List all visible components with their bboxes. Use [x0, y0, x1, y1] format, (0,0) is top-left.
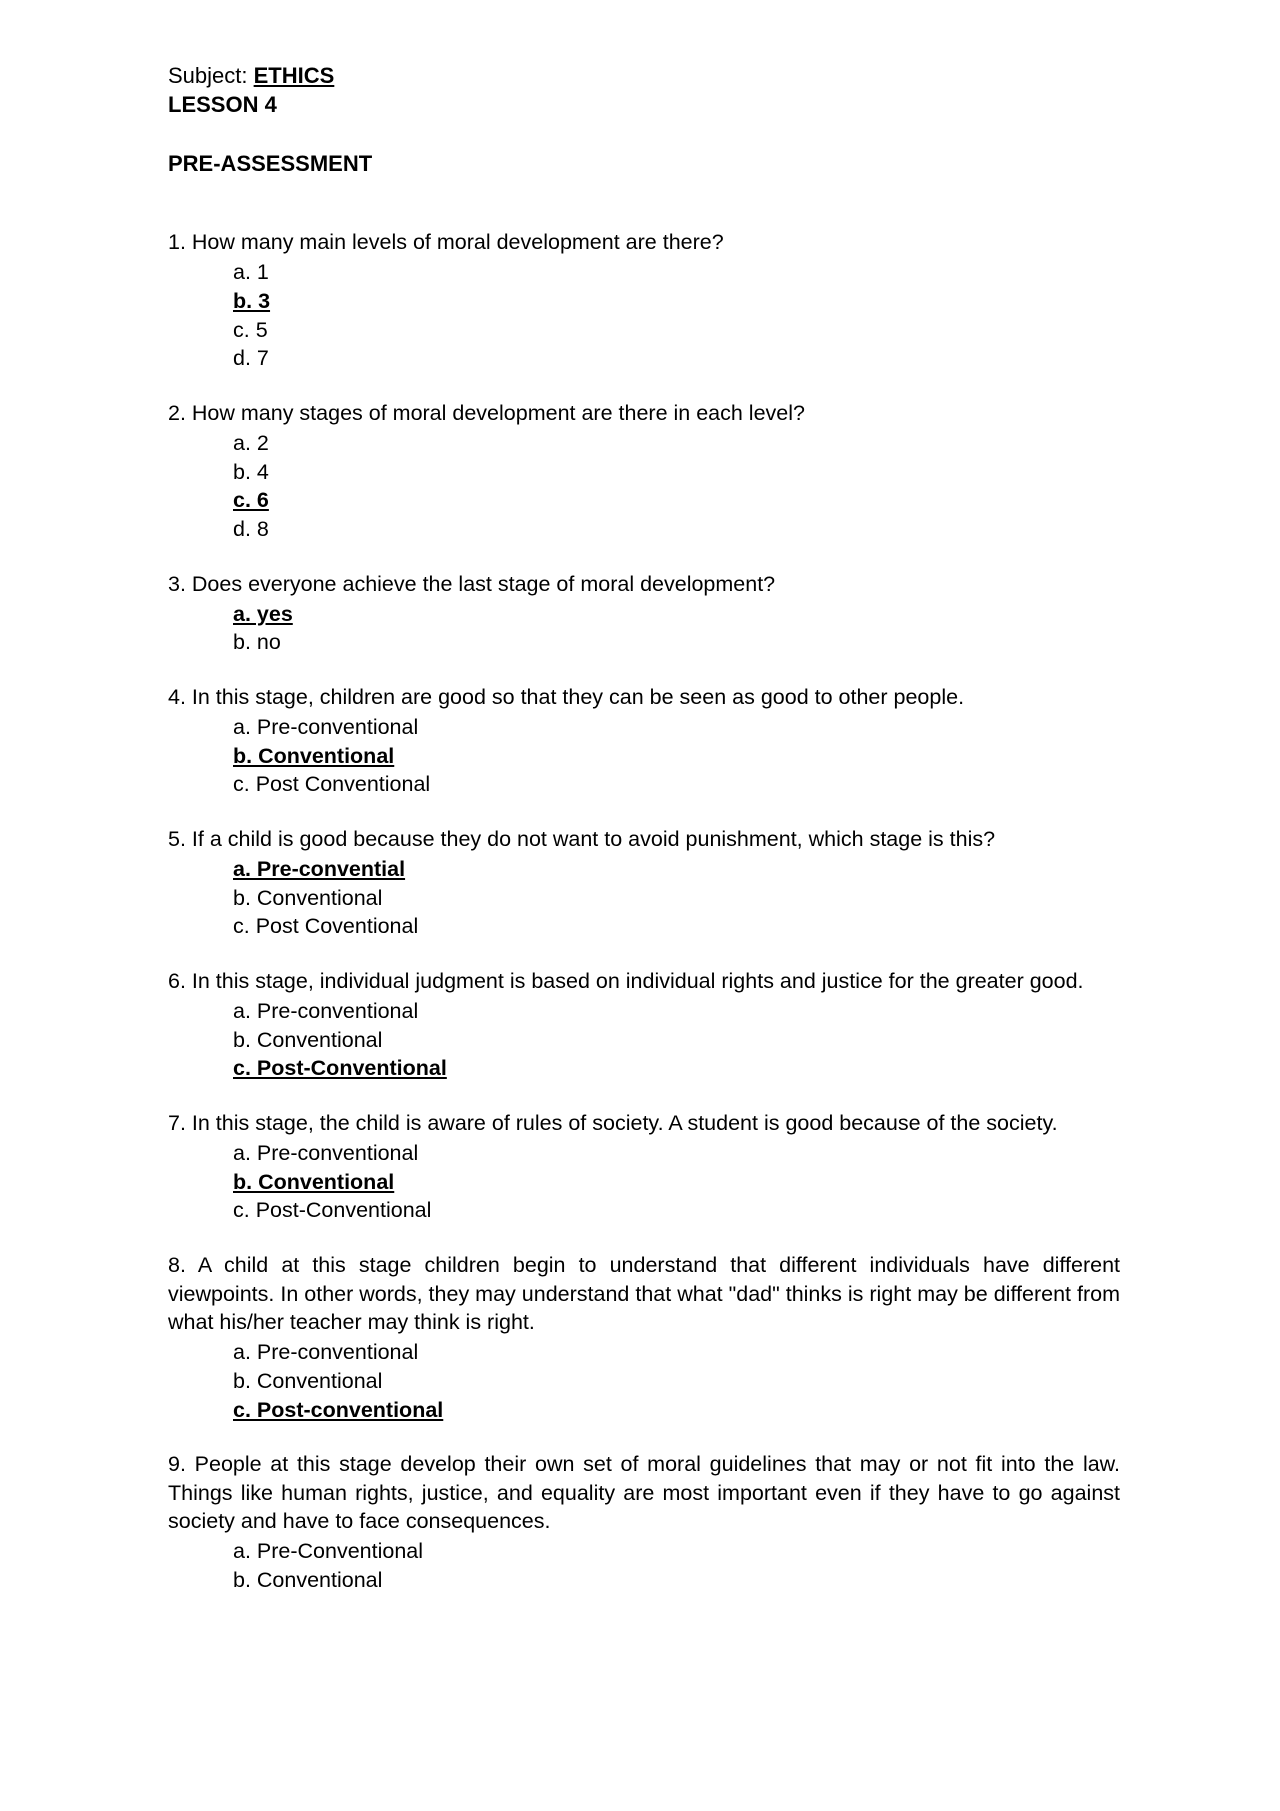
option-item[interactable] [233, 1566, 1120, 1595]
question-text: 2. How many stages of moral development are there in each level? [168, 401, 805, 426]
option-item-selected[interactable] [233, 1054, 1120, 1083]
option-label: b. Conventional [233, 1368, 383, 1393]
option-label: b. no [233, 630, 281, 655]
subject-label: Subject: [168, 63, 248, 88]
option-label: b. 4 [233, 459, 269, 484]
option-label: a. 2 [233, 430, 269, 455]
option-label: b. Conventional [233, 885, 383, 910]
option-label: b. Conventional [233, 1567, 383, 1592]
option-label: c. Post Conventional [233, 772, 431, 797]
option-label: a. Pre-Conventional [233, 1539, 424, 1564]
option-label: a. 1 [233, 260, 269, 285]
question-block [168, 825, 1120, 941]
question-block [168, 1109, 1120, 1225]
option-list [168, 855, 1120, 941]
option-label: c. 5 [233, 317, 268, 342]
option-label: a. Pre-convential [233, 856, 406, 881]
option-label: d. 7 [233, 346, 269, 371]
option-item-selected[interactable] [233, 287, 1120, 316]
option-list [168, 1537, 1120, 1595]
question-text: 8. A child at this stage children begin to understand that different individuals have different viewpoints. In other words, they may understand that what "dad" thinks is right may be different from what his/her teacher may think is right. [168, 1253, 1120, 1335]
option-label: b. 3 [233, 288, 271, 313]
question-block [168, 1450, 1120, 1594]
option-item[interactable] [233, 1026, 1120, 1055]
option-label: b. Conventional [233, 1169, 395, 1194]
question-text: 1. How many main levels of moral development are there? [168, 230, 724, 255]
question-text: 3. Does everyone achieve the last stage of moral development? [168, 572, 776, 596]
option-item[interactable] [233, 884, 1120, 913]
option-item-selected[interactable] [233, 742, 1120, 771]
option-label: d. 8 [233, 517, 269, 542]
option-item[interactable] [233, 1196, 1120, 1225]
option-item[interactable] [233, 316, 1120, 345]
lesson-heading: LESSON 4 [168, 91, 277, 117]
option-item[interactable] [233, 515, 1120, 544]
question-block [168, 1251, 1120, 1424]
option-label: a. Pre-conventional [233, 1140, 419, 1165]
option-item[interactable] [233, 770, 1120, 799]
option-item[interactable] [233, 1537, 1120, 1566]
option-item[interactable] [233, 713, 1120, 742]
option-item[interactable] [233, 1139, 1120, 1168]
option-item[interactable] [233, 258, 1120, 287]
option-label: a. Pre-conventional [233, 998, 419, 1023]
option-item[interactable] [233, 1367, 1120, 1396]
option-label: b. Conventional [233, 743, 395, 768]
option-label: a. yes [233, 601, 293, 626]
option-label: c. Post-Conventional [233, 1056, 447, 1081]
option-label: c. Post Coventional [233, 914, 419, 939]
option-item[interactable] [233, 344, 1120, 373]
option-list [168, 600, 1120, 658]
question-block [168, 967, 1120, 1083]
option-list [168, 1139, 1120, 1225]
question-block [168, 570, 1120, 657]
option-item-selected[interactable] [233, 1168, 1120, 1197]
question-text: 9. People at this stage develop their own set of moral guidelines that may or not fit into the law. Things like human rights, justice, and equality are most important even if they have to go against society and have to face consequences. [168, 1452, 1120, 1534]
question-block [168, 228, 1120, 373]
question-text: 6. In this stage, individual judgment is based on individual rights and justice for the greater good. [168, 969, 1084, 994]
option-list [168, 713, 1120, 799]
option-list [168, 997, 1120, 1083]
option-label: c. 6 [233, 488, 269, 513]
option-item[interactable] [233, 912, 1120, 941]
option-label: b. Conventional [233, 1027, 383, 1052]
option-list [168, 258, 1120, 373]
option-item-selected[interactable] [233, 855, 1120, 884]
option-item[interactable] [233, 429, 1120, 458]
page-title: PRE-ASSESSMENT [168, 151, 373, 177]
option-item-selected[interactable] [233, 600, 1120, 629]
question-block [168, 399, 1120, 544]
option-label: a. Pre-conventional [233, 714, 419, 739]
option-item[interactable] [233, 997, 1120, 1026]
option-label: c. Post-conventional [233, 1397, 444, 1422]
question-text: 4. In this stage, children are good so that they can be seen as good to other people. [168, 685, 965, 710]
option-item-selected[interactable] [233, 1396, 1120, 1425]
option-item-selected[interactable] [233, 486, 1120, 515]
option-list [168, 429, 1120, 544]
option-item[interactable] [233, 458, 1120, 487]
question-text: 7. In this stage, the child is aware of rules of society. A student is good because of the society. [168, 1111, 1058, 1136]
option-label: a. Pre-conventional [233, 1339, 419, 1364]
question-block [168, 683, 1120, 799]
questions-list [168, 228, 1120, 1594]
subject-value: ETHICS [253, 63, 335, 88]
option-item[interactable] [233, 628, 1120, 657]
option-label: c. Post-Conventional [233, 1198, 432, 1223]
option-list [168, 1338, 1120, 1424]
subject-line [168, 62, 1120, 91]
option-item[interactable] [233, 1338, 1120, 1367]
question-text: 5. If a child is good because they do not want to avoid punishment, which stage is this? [168, 827, 996, 852]
document-body [168, 62, 1120, 1595]
